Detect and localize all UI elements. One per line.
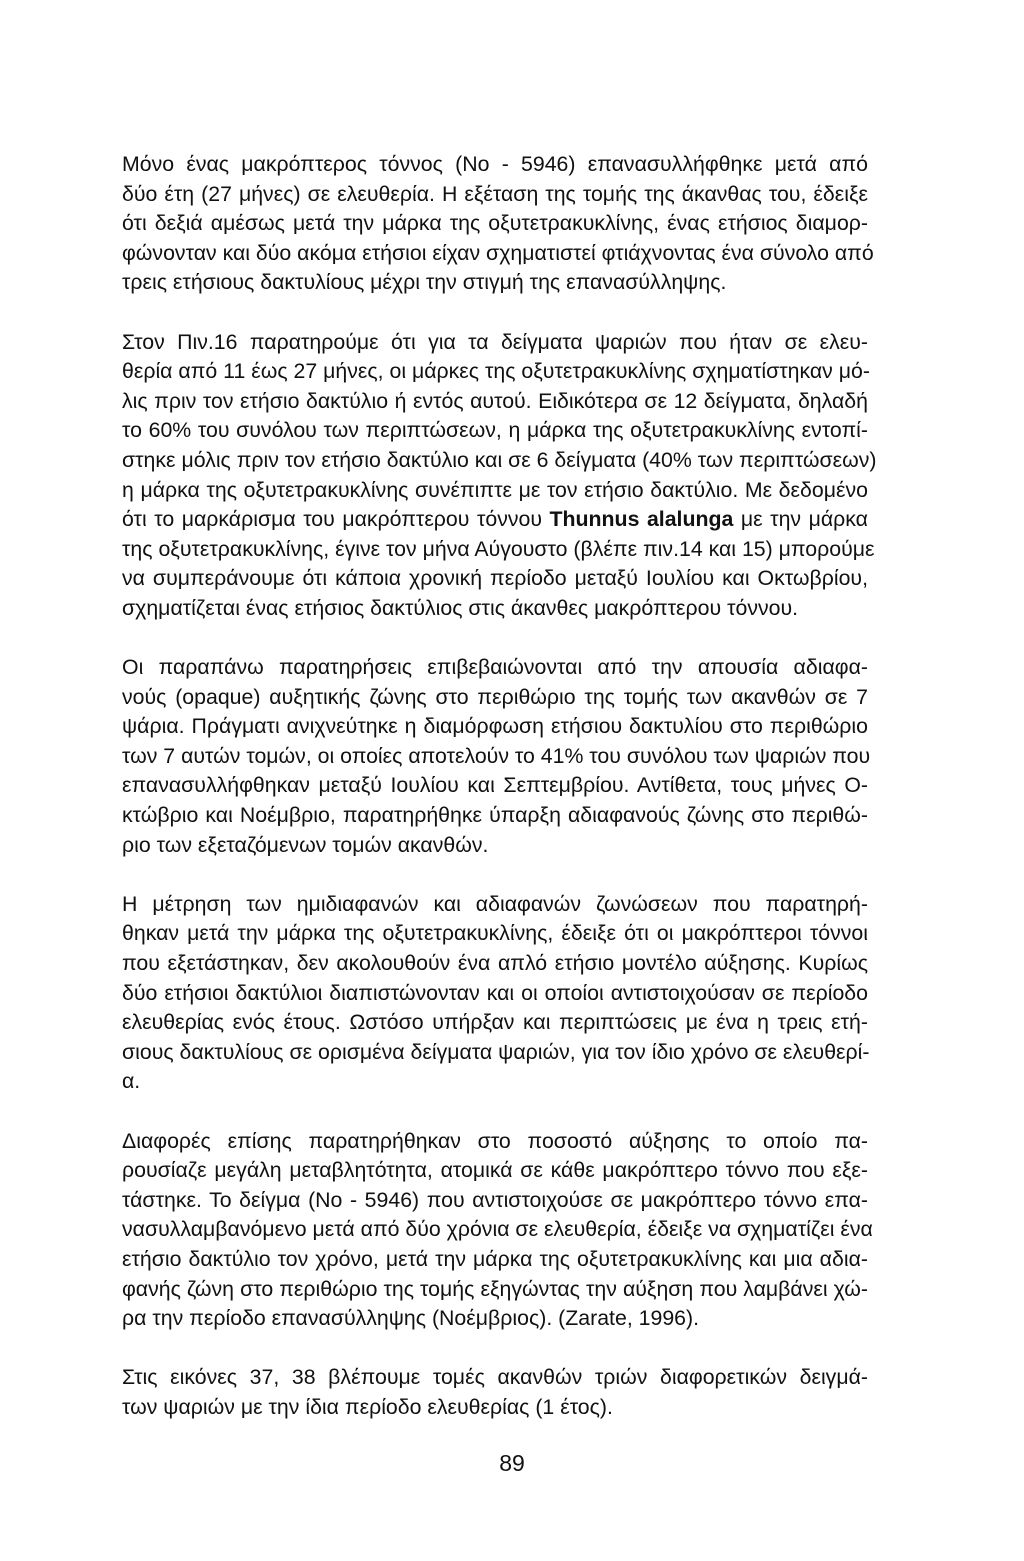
text-line: θερία από 11 έως 27 μήνες, οι μάρκες της οξυτετρακυκλίνης σχηματίστηκαν μό- [122, 359, 870, 384]
text-line: να συμπεράνουμε ότι κάποια χρονική περίοδο μεταξύ Ιουλίου και Οκτωβρίου, [122, 566, 868, 591]
paragraph [122, 890, 868, 1097]
text-line: τρεις ετήσιους δακτυλίους μέχρι την στιγμή της επανασύλληψης. [122, 270, 727, 295]
text-line: ριο των εξεταζόμενων τομών ακανθών. [122, 832, 489, 857]
text-line: το 60% του συνόλου των περιπτώσεων, η μάρκα της οξυτετρακυκλίνης εντοπί- [122, 418, 868, 443]
text-line: φανής ζώνη στο περιθώριο της τομής εξηγώντας την αύξηση που λαμβάνει χώ- [122, 1276, 868, 1301]
text-line: των 7 αυτών τομών, οι οποίες αποτελούν το 41% του συνόλου των ψαριών που [122, 743, 871, 768]
text-line: λις πριν τον ετήσιο δακτύλιο ή εντός αυτού. Ειδικότερα σε 12 δείγματα, δηλαδή [122, 388, 868, 413]
text-line: σχηματίζεται ένας ετήσιος δακτύλιος στις άκανθες μακρόπτερου τόννου. [122, 595, 799, 620]
text-line: ετήσιο δακτύλιο τον χρόνο, μετά την μάρκα της οξυτετρακυκλίνης και μια αδια- [122, 1246, 868, 1271]
text-line: Η μέτρηση των ημιδιαφανών και αδιαφανών ζωνώσεων που παρατηρή- [122, 891, 868, 916]
text-line: κτώβριο και Νοέμβριο, παρατηρήθηκε ύπαρξη αδιαφανούς ζώνης στο περιθώ- [122, 803, 868, 828]
text-line: ρα την περίοδο επανασύλληψης (Νοέμβριος). (Zarate, 1996). [122, 1306, 700, 1331]
text-line: δύο ετήσιοι δακτύλιοι διαπιστώνονταν και οι οποίοι αντιστοιχούσαν σε περίοδο [122, 980, 868, 1005]
text-line: που εξετάστηκαν, δεν ακολουθούν ένα απλό ετήσιο μοντέλο αύξησης. Κυρίως [122, 951, 868, 976]
page-number: 89 [499, 1450, 525, 1476]
paragraph-gap [122, 860, 868, 890]
text-line: των ψαριών με την ίδια περίοδο ελευθερίας (1 έτος). [122, 1394, 613, 1419]
text-line: η μάρκα της οξυτετρακυκλίνης συνέπιπτε με τον ετήσιο δακτύλιο. Με δεδομένο [122, 477, 868, 502]
text-line: επανασυλλήφθηκαν μεταξύ Ιουλίου και Σεπτεμβρίου. Αντίθετα, τους μήνες Ο- [122, 773, 868, 798]
text-line: σιους δακτυλίους σε ορισμένα δείγματα ψαριών, για τον ίδιο χρόνο σε ελευθερί- [122, 1039, 870, 1064]
text-line: της οξυτετρακυκλίνης, έγινε τον μήνα Αύγουστο (βλέπε πιν.14 και 15) μπορούμε [122, 536, 875, 561]
text-line: Στον Πιν.16 παρατηρούμε ότι για τα δείγματα ψαριών που ήταν σε ελευ- [122, 329, 868, 354]
paragraph-gap [122, 624, 868, 654]
paragraph [122, 1127, 873, 1334]
text-line: Οι παραπάνω παρατηρήσεις επιβεβαιώνονται από την απουσία αδιαφα- [122, 655, 868, 680]
text-line: θηκαν μετά την μάρκα της οξυτετρακυκλίνης, έδειξε ότι οι μακρόπτεροι τόννοι [122, 921, 868, 946]
text-line: ελευθερίας ενός έτους. Ωστόσο υπήρξαν και περιπτώσεις με ένα η τρεις ετή- [122, 1010, 868, 1035]
text-line: ρουσίαζε μεγάλη μεταβλητότητα, ατομικά σε κάθε μακρόπτερο τόννο που εξε- [122, 1158, 868, 1183]
body-text [122, 150, 877, 1423]
paragraph [122, 150, 874, 298]
paragraph-gap [122, 1334, 868, 1364]
paragraph [122, 328, 877, 624]
text-line: τάστηκε. Το δείγμα (Νο - 5946) που αντιστοιχούσε σε μακρόπτερο τόννο επα- [122, 1187, 868, 1212]
paragraph [122, 653, 871, 860]
text-line: νασυλλαμβανόμενο μετά από δύο χρόνια σε ελευθερία, έδειξε να σχηματίζει ένα [122, 1217, 873, 1242]
text-line: Μόνο ένας μακρόπτερος τόννος (Νο - 5946) επανασυλλήφθηκε μετά από [122, 152, 868, 176]
text-line: ότι το μαρκάρισμα του μακρόπτερου τόννου Thunnus alalunga με την μάρκα [122, 507, 868, 532]
text-line: φώνονταν και δύο ακόμα ετήσιοι είχαν σχηματιστεί φτιάχνοντας ένα σύνολο από [122, 240, 874, 265]
paragraph-gap [122, 1097, 868, 1127]
text-line: Στις εικόνες 37, 38 βλέπουμε τομές ακανθών τριών διαφορετικών δειγμά- [122, 1365, 868, 1390]
text-line: ότι δεξιά αμέσως μετά την μάρκα της οξυτετρακυκλίνης, ένας ετήσιος διαμορ- [122, 211, 868, 236]
paragraph-gap [122, 298, 868, 328]
text-line: ψάρια. Πράγματι ανιχνεύτηκε η διαμόρφωση ετήσιου δακτυλίου στο περιθώριο [122, 714, 868, 739]
text-line: δύο έτη (27 μήνες) σε ελευθερία. Η εξέταση της τομής της άκανθας του, έδειξε [122, 181, 868, 206]
text-line: α. [122, 1069, 141, 1094]
text-line: νούς (opaque) αυξητικής ζώνης στο περιθώριο της τομής των ακανθών σε 7 [122, 684, 868, 709]
paragraph [122, 1363, 868, 1422]
text-line: Διαφορές επίσης παρατηρήθηκαν στο ποσοστό αύξησης το οποίο πα- [122, 1128, 868, 1153]
species-name: Thunnus alalunga [549, 507, 734, 532]
text-line: στηκε μόλις πριν τον ετήσιο δακτύλιο και σε 6 δείγματα (40% των περιπτώσεων) [122, 447, 877, 472]
